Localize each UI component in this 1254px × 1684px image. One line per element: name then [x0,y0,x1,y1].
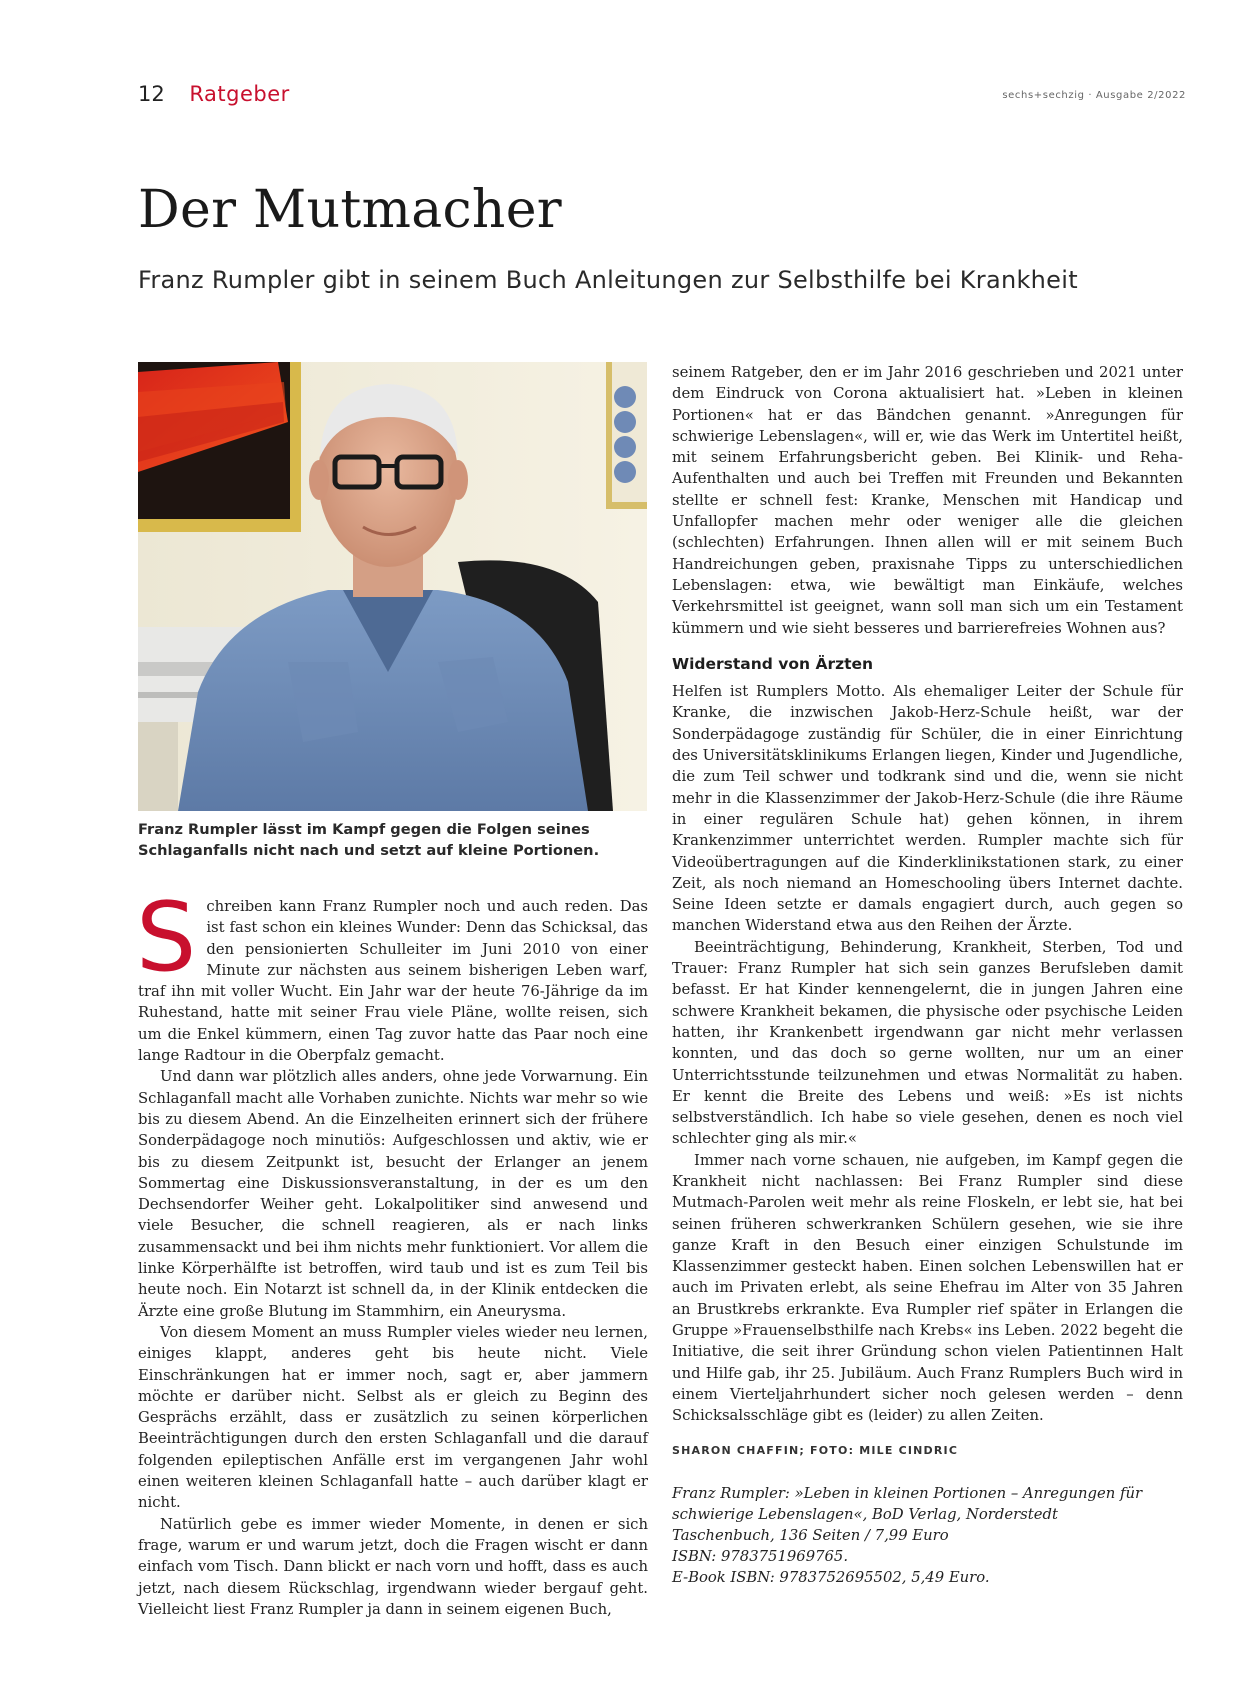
article-subtitle: Franz Rumpler gibt in seinem Buch Anleitungen zur Selbsthilfe bei Krankheit [138,266,1078,294]
author-credit: SHARON CHAFFIN; FOTO: MILE CINDRIC [672,1443,959,1457]
page-header [138,82,290,106]
paragraph: Natürlich gebe es immer wieder Momente, in denen er sich frage, warum er und warum jetzt, doch die Fragen wischt er dann einfach vom Tisch. Dann blickt er nach vorn und hofft, dass es auch jetzt, nach diesem Rückschlag, irgendwann wieder bergauf geht. Vielleicht liest Franz Rumpler ja dann in seinem eigenen Buch, [138,1515,648,1618]
paragraph: seinem Ratgeber, den er im Jahr 2016 geschrieben und 2021 unter dem Eindruck von Corona aktualisiert hat. »Leben in kleinen Portionen« hat er das Bändchen genannt. »Anregungen für schwierige Lebenslagen«, will er, wie das Werk im Untertitel heißt, mit seinem Erfahrungsbericht geben. Bei Klinik- und Reha-Aufenthalten und auch bei Treffen mit Freunden und Bekannten stellte er schnell fest: Kranke, Menschen mit Handicap und Unfallopfer machen mehr oder weniger alle die gleichen (schlechten) Erfahrungen. Ihnen allen will er mit seinem Buch Handreichungen geben, praxisnahe Tipps zu unterschiedlichen Lebenslagen: etwa, wie bewältigt man Einkäufe, welches Verkehrsmittel ist geeignet, wann soll man sich um ein Testament kümmern und wie sieht besseres und barrierefreies Wohnen aus? [672,364,1183,637]
article-column-left [136,883,649,1620]
book-info-line: E-Book ISBN: 9783752695502, 5,49 Euro. [672,1568,990,1586]
article-column-right [672,362,1183,1588]
drop-cap: S [136,883,197,993]
page-number: 12 [138,82,165,106]
paragraph: Und dann war plötzlich alles anders, ohne jede Vorwarnung. Ein Schlaganfall macht alle Vorhaben zunichte. Nichts war mehr so wie bis zu diesem Abend. An die Einzelheiten erinnert sich der frühere Sonderpädagoge noch minutiös: Aufgeschlossen und aktiv, wie er bis zu diesem Zeitpunkt ist, besucht der Erlanger an jenem Sommertag eine Diskussionsveranstaltung, in der es um den Dechsendorfer Weiher geht. Lokalpolitiker sind anwesend und viele Besucher, die schnell reagieren, als er nach links zusammensackt und bei ihm nichts mehr funktioniert. Vor allem die linke Körperhälfte ist betroffen, wird taub und ist es zum Teil bis heute noch. Ein Notarzt ist schnell da, in der Klinik entdecken die Ärzte eine große Blutung im Stammhirn, ein Aneurysma. [138,1068,649,1320]
book-info-line: ISBN: 9783751969765. [672,1547,849,1565]
section-subheading: Widerstand von Ärzten [672,654,874,673]
book-info [672,1483,1183,1588]
paragraph: Beeinträchtigung, Behinderung, Krankheit, Sterben, Tod und Trauer: Franz Rumpler hat sich sein ganzes Berufsleben damit befasst. Er hat Kinder kennengelernt, die in jungen Jahren eine schwere Krankheit bekamen, die physische oder psychische Leiden hatten, ihr Krankenbett irgendwann gar nicht mehr verlassen konnten, und das doch so gerne wollten, nur um an einer Unterrichtsstunde teilzunehmen und etwas Normalität zu haben. Er kennt die Breite des Lebens und weiß: »Es ist nichts selbstverständlich. Ich habe so viele gesehen, denen es noch viel schlechter ging als mir.« [672,938,1183,1148]
paragraph: Helfen ist Rumplers Motto. Als ehemaliger Leiter der Schule für Kranke, die inzwischen Jakob-Herz-Schule heißt, war der Sonderpädagoge zuständig für Schüler, die in einer Einrichtung des Universitätsklinikums Erlangen liegen, Kinder und Jugendliche, die zum Teil schwer und todkrank sind und die, wenn sie nicht mehr in die Klassenzimmer der Jakob-Herz-Schule (die ihre Räume in einer regulären Schule hat) gehen können, in ihrem Krankenzimmer unterrichtet werden. Rumpler machte sich für Videoübertragungen auf die Kinderklinikstationen stark, zu einer Zeit, als noch niemand an Homeschooling übers Internet dachte. Seine Ideen setzte er damals engagiert durch, auch gegen so manchen Widerstand etwa aus den Reihen der Ärzte. [672,683,1183,935]
book-info-line: Franz Rumpler: »Leben in kleinen Portionen – Anregungen für [672,1484,1143,1502]
publication-info: sechs+sechzig · Ausgabe 2/2022 [1002,90,1186,101]
paragraph [136,883,648,1066]
photo-caption: Franz Rumpler lässt im Kampf gegen die Folgen seines Schlaganfalls nicht nach und setzt auf kleine Portionen. [138,821,600,859]
book-info-line: schwierige Lebenslagen«, BoD Verlag, Norderstedt [672,1505,1058,1523]
section-label: Ratgeber [189,82,290,106]
paragraph-text: chreiben kann Franz Rumpler noch und auch reden. Das ist fast schon ein kleines Wunder: Denn das Schicksal, das den pensionierten Schulleiter im Juni 2010 von einer Minute zur nächsten aus seinem bisherigen Leben warf, traf ihn mit voller Wucht. Ein Jahr war der heute 76-Jährige da im Ruhestand, hatte mit seiner Frau viele Pläne, wollte reisen, sich um die Enkel kümmern, einen Tag zuvor hatte das Paar noch eine lange Radtour in die Oberpfalz gemacht. [138,898,648,1065]
article-photo [138,362,647,811]
paragraph: Immer nach vorne schauen, nie aufgeben, im Kampf gegen die Krankheit nicht nachlassen: Bei Franz Rumpler sind diese Mutmach-Parolen weit mehr als reine Floskeln, er lebt sie, hat bei seinen früheren schwerkranken Schülern gesehen, wie sie ihre ganze Kraft in den Besuch einer einzigen Schulstunde im Klassenzimmer gesteckt haben. Einen solchen Lebenswillen hat er auch im Privaten erlebt, als seine Ehefrau im Alter von 35 Jahren an Brustkrebs erkrankte. Eva Rumpler rief später in Erlangen die Gruppe »Frauenselbsthilfe nach Krebs« ins Leben. 2022 begeht die Initiative, die seit ihrer Gründung schon vielen Patientinnen Halt und Hilfe gab, ihr 25. Jubiläum. Auch Franz Rumplers Buch wird in einem Vierteljahrhundert sicher noch gelesen werden – denn Schicksalsschläge gibt es (leider) zu allen Zeiten. [672,1151,1183,1425]
book-info-line: Taschenbuch, 136 Seiten / 7,99 Euro [672,1526,949,1544]
paragraph: Von diesem Moment an muss Rumpler vieles wieder neu lernen, einiges klappt, anderes geht bis heute nicht. Viele Einschränkungen hat er immer noch, sagt er, aber jammern möchte er darüber nicht. Selbst als er gleich zu Beginn des Gesprächs erzählt, dass er zusätzlich zu seinen körperlichen Beeinträchtigungen durch den ersten Schlaganfall und die darauf folgenden epileptischen Anfälle erst im vergangenen Jahr wohl einen weiteren kleinen Schlaganfall hatte – auch darüber klagt er nicht. [138,1323,648,1512]
article-title: Der Mutmacher [138,180,562,240]
